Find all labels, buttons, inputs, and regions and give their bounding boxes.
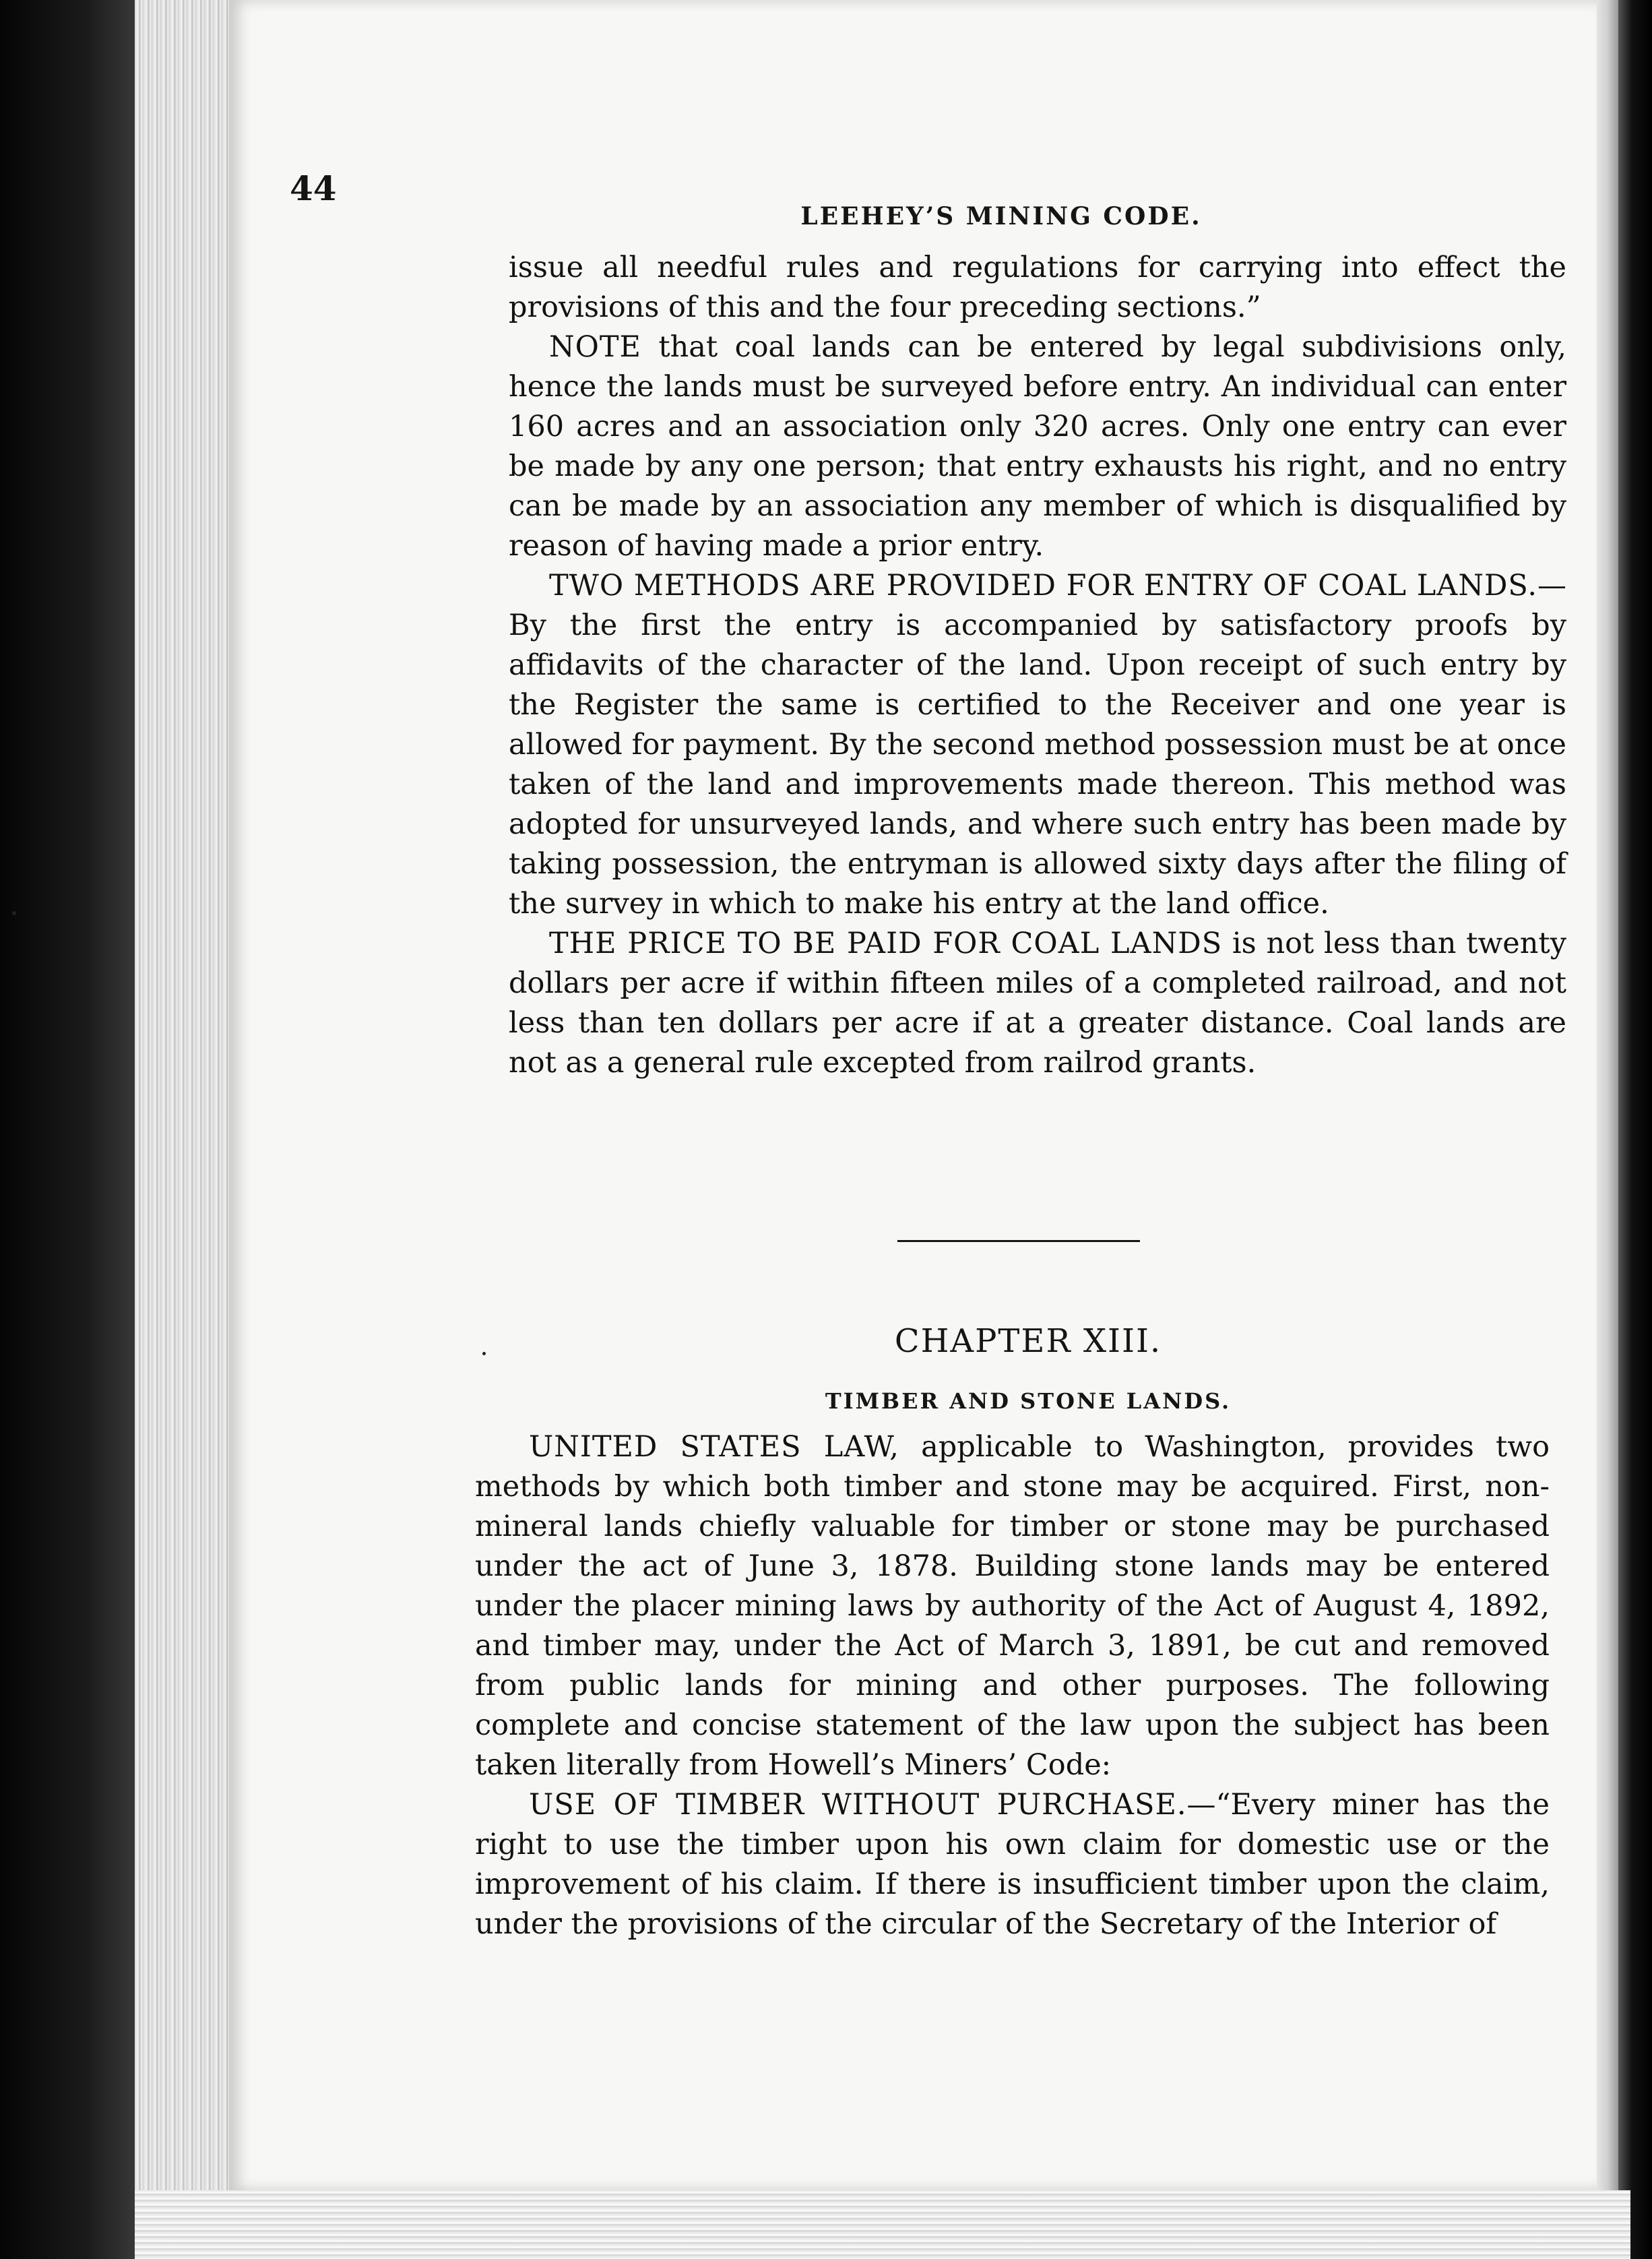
- scanner-background-left: [0, 0, 155, 2259]
- paragraph-lead: USE OF TIMBER WITHOUT PURCHASE.: [529, 1788, 1187, 1822]
- paragraph-lead: NOTE: [549, 330, 641, 364]
- paragraph: [509, 328, 1566, 566]
- paragraph: issue all needful rules and regulations for carrying into effect the provisions of this and the four preceding sections.”: [509, 251, 1566, 324]
- paragraph: [475, 1427, 1550, 1785]
- body-text-section-1: [509, 248, 1566, 1083]
- page-number: 44: [290, 168, 337, 208]
- paragraph-lead: TWO METHODS ARE PROVIDED FOR ENTRY OF COAL LANDS.: [549, 569, 1538, 602]
- paragraph-text: —“Every miner has the right to use the timber upon his own claim for domestic use or the improvement of his claim. If there is insufficient timber upon the claim, under the provisions of the circular of the Secretary of the Interior of: [475, 1788, 1550, 1941]
- scanner-background-right: [1618, 0, 1652, 2259]
- paragraph: [509, 924, 1566, 1083]
- body-text-section-2: [475, 1427, 1550, 1944]
- paragraph-lead: UNITED STATES LAW,: [529, 1430, 899, 1464]
- paragraph-text: —By the first the entry is accompanied by satisfactory proofs by affidavits of the character of the land. Upon receipt of such entry by the Register the same is certified to the Receiver and one year is allowed for payment. By the second method possession must be at once taken of the land and improvements made thereon. This method was adopted for unsurveyed lands, and where such entry has been made by taking possession, the entryman is allowed sixty days after the filing of the survey in which to make his entry at the land office.: [509, 569, 1567, 921]
- paragraph-text: applicable to Washington, provides two methods by which both timber and stone may be acquired. First, non-mineral lands chiefly valuable for timber or stone may be purchased under the act of June 3, 1878. Building stone lands may be entered under the placer mining laws by authority of the Act of August 4, 1892, and timber may, under the Act of March 3, 1891, be cut and removed from public lands for mining and other purposes. The following complete and concise statement of the law upon the subject has been taken literally from Howell’s Miners’ Code:: [475, 1430, 1550, 1782]
- chapter-subtitle: TIMBER AND STONE LANDS.: [825, 1388, 1232, 1414]
- scan-speck: [12, 911, 16, 915]
- paragraph-text: that coal lands can be entered by legal subdivisions only, hence the lands must be surveyed before entry. An individual can enter 160 acres and an association only 320 acres. Only one entry can ever be made by any one person; that entry exhausts his right, and no entry can be made by an association any member of which is disqualified by reason of having made a prior entry.: [509, 330, 1566, 563]
- chapter-title: CHAPTER XIII.: [894, 1322, 1162, 1360]
- paragraph: [475, 1785, 1550, 1944]
- paragraph: [509, 566, 1566, 924]
- running-head: LEEHEY’S MINING CODE.: [800, 202, 1202, 230]
- paragraph-lead: THE PRICE TO BE PAID FOR COAL LANDS: [549, 927, 1223, 960]
- page-edges-bottom: [135, 2190, 1630, 2259]
- paragraph-text: is not less than twenty dollars per acre if within fifteen miles of a completed railroad, and not less than ten dollars per acre if at a greater distance. Coal lands are not as a general rule excepted from railrod grants.: [509, 927, 1566, 1080]
- section-divider: [897, 1240, 1140, 1242]
